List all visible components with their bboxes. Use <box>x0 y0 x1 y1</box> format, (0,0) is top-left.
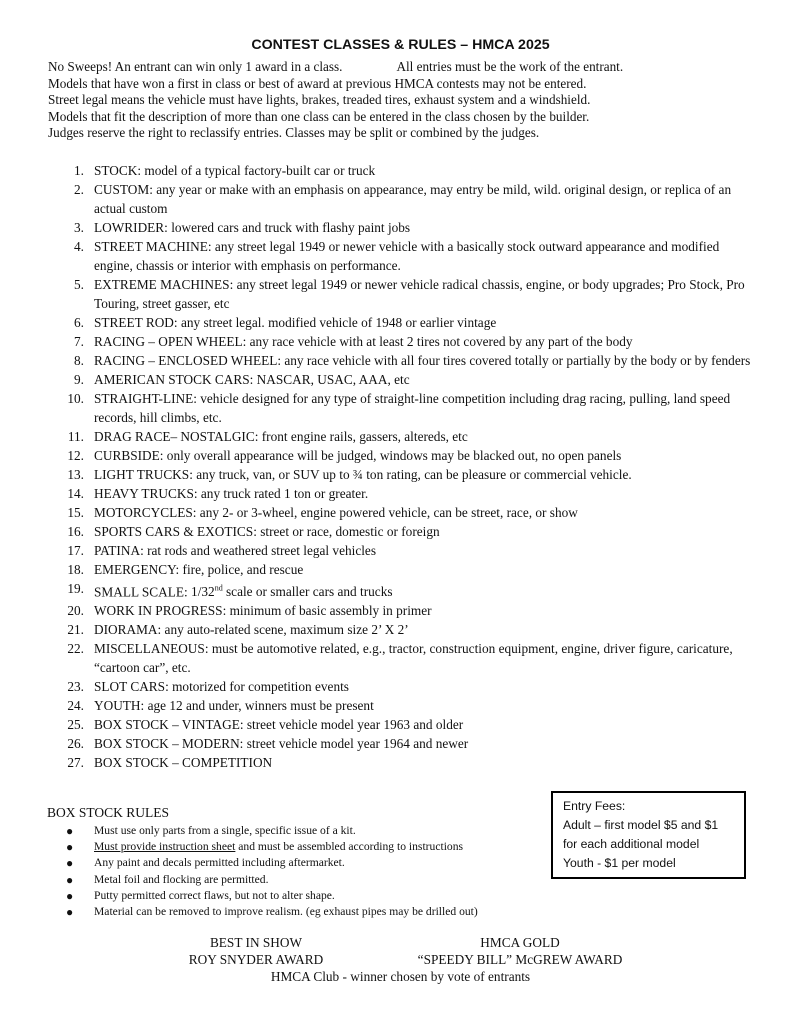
class-separator: : <box>164 220 168 235</box>
class-description: street or race, domestic or foreign <box>256 524 440 539</box>
class-name: BOX STOCK – VINTAGE <box>94 717 240 733</box>
class-name: MOTORCYCLES <box>94 505 193 520</box>
class-item <box>48 313 760 332</box>
class-separator: : <box>193 486 198 501</box>
class-description: must be automotive related, e.g., tractor, construction equipment, engine, driver figure, caricature, “cartoon car”, etc. <box>94 641 733 676</box>
class-number: 17. <box>67 543 84 558</box>
class-item <box>48 237 760 275</box>
class-description: minimum of basic assembly in primer <box>226 603 432 619</box>
bullet-icon: ● <box>66 888 74 903</box>
intro-line: Models that fit the description of more than one class can be entered in the class chosen by the builder. <box>48 108 590 124</box>
class-item <box>48 541 760 560</box>
entry-fees-line: Adult – first model $5 and $1 <box>563 818 719 832</box>
class-name: PATINA <box>94 543 141 558</box>
class-description: age 12 and under, winners must be present <box>144 698 374 714</box>
class-separator: : <box>159 448 164 463</box>
class-item <box>48 332 760 351</box>
rule-item <box>66 904 478 920</box>
class-name: CURBSIDE <box>94 448 160 463</box>
class-name: WORK IN PROGRESS <box>94 603 223 619</box>
class-description: street vehicle model year 1963 and older <box>243 717 464 733</box>
entry-fees-line: Youth - $1 per model <box>563 856 676 870</box>
intro-line <box>48 59 623 76</box>
class-separator: : <box>149 182 153 197</box>
bullet-icon: ● <box>66 905 74 920</box>
class-item <box>48 218 760 237</box>
class-item <box>48 389 760 427</box>
class-number: 5. <box>74 277 84 292</box>
class-item <box>48 484 760 503</box>
class-separator: : <box>222 603 227 619</box>
class-item <box>48 579 760 601</box>
class-number: 6. <box>74 315 84 330</box>
class-separator: : <box>242 334 247 349</box>
class-name: LIGHT TRUCKS <box>94 467 190 482</box>
class-separator: : <box>192 505 197 520</box>
class-name: HEAVY TRUCKS <box>94 486 194 501</box>
class-name: STREET MACHINE <box>94 239 208 254</box>
class-separator: : <box>277 353 282 368</box>
class-number: 22. <box>67 641 84 657</box>
hmca-gold-award <box>380 935 660 968</box>
class-separator: : <box>239 736 244 752</box>
class-description: any truck rated 1 ton or greater. <box>197 486 369 501</box>
class-description: model of a typical factory-built car or truck <box>141 163 376 178</box>
class-description: any race vehicle with at least 2 tires not covered by any part of the body <box>246 334 633 349</box>
class-number: 27. <box>67 755 84 771</box>
class-item <box>48 427 760 446</box>
class-separator: : <box>165 679 169 695</box>
class-item <box>48 677 760 696</box>
class-name: AMERICAN STOCK CARS <box>94 372 250 387</box>
class-separator: : <box>229 277 234 292</box>
class-description: lowered cars and truck with flashy paint jobs <box>167 220 411 235</box>
class-separator: : <box>207 239 212 254</box>
award-title: HMCA GOLD <box>480 935 560 950</box>
class-number: 3. <box>74 220 84 235</box>
entry-fees-heading: Entry Fees: <box>563 799 626 813</box>
class-number: 2. <box>74 182 84 197</box>
class-name: MISCELLANEOUS <box>94 641 205 657</box>
class-name: DRAG RACE– NOSTALGIC <box>94 429 255 444</box>
class-name: DIORAMA <box>94 622 158 638</box>
class-name: LOWRIDER <box>94 220 165 235</box>
awards-footer: HMCA Club - winner chosen by vote of entrants <box>270 969 531 984</box>
class-separator: : <box>140 543 144 558</box>
class-item <box>48 503 760 522</box>
intro-no-sweeps: No Sweeps! An entrant can win only 1 award in a class. <box>48 59 343 74</box>
class-name: BOX STOCK – COMPETITION <box>94 755 273 771</box>
class-description: vehicle designed for any type of straight-line competition including drag racing, pulling, land speed records, hill climbs, etc. <box>94 391 731 425</box>
class-description: any truck, van, or SUV up to ¾ ton rating, can be pleasure or commercial vehicle. <box>192 467 632 482</box>
class-number: 24. <box>67 698 84 714</box>
class-number: 23. <box>67 679 84 695</box>
rule-text: Metal foil and flocking are permitted. <box>94 872 269 886</box>
class-list <box>48 161 760 772</box>
class-description: any auto-related scene, maximum size 2’ X 2’ <box>161 622 409 638</box>
class-item <box>48 446 760 465</box>
class-number: 16. <box>67 524 84 539</box>
class-description: motorized for competition events <box>168 679 349 695</box>
class-item <box>48 465 760 484</box>
class-description: any street legal 1949 or newer vehicle with a basically stock outward appearance and modified engine, chassis or interior with emphasis on performance. <box>94 239 720 273</box>
class-item <box>48 696 760 715</box>
rule-text: and must be assembled according to instructions <box>235 840 464 854</box>
page-title: CONTEST CLASSES & RULES – HMCA 2025 <box>251 37 550 53</box>
class-number: 10. <box>67 391 84 406</box>
class-separator: : <box>254 429 259 444</box>
class-separator: : <box>239 717 244 733</box>
rule-text-underlined: Must provide instruction sheet <box>94 840 236 854</box>
entry-fees-box <box>551 791 746 879</box>
class-name: RACING – ENCLOSED WHEEL <box>94 353 278 368</box>
class-item <box>48 620 760 639</box>
class-item <box>48 753 760 772</box>
class-separator: : <box>173 315 178 330</box>
rule-text: Any paint and decals permitted including aftermarket. <box>94 856 345 870</box>
class-description: any street legal. modified vehicle of 1948 or earlier vintage <box>177 315 497 330</box>
class-item <box>48 351 760 370</box>
class-number: 26. <box>67 736 84 752</box>
class-item <box>48 275 760 313</box>
rule-text: Material can be removed to improve realism. (eg exhaust pipes may be drilled out) <box>94 905 478 919</box>
class-number: 9. <box>74 372 84 387</box>
class-number: 15. <box>67 505 84 520</box>
class-separator: : <box>184 584 188 600</box>
class-item <box>48 734 760 753</box>
bullet-icon: ● <box>66 872 74 887</box>
rule-item <box>66 839 478 855</box>
class-description: any race vehicle with all four tires covered totally or partially by the body or by fenders <box>281 353 751 368</box>
class-name: EMERGENCY <box>94 562 176 577</box>
class-separator: : <box>175 562 180 577</box>
award-name: “SPEEDY BILL” McGREW AWARD <box>417 951 623 967</box>
award-title: BEST IN SHOW <box>209 935 303 950</box>
entry-fees-line: for each additional model <box>563 837 700 851</box>
class-item <box>48 715 760 734</box>
class-item <box>48 522 760 541</box>
class-separator: : <box>193 391 197 406</box>
bullet-icon: ● <box>66 840 74 855</box>
intro-line: Judges reserve the right to reclassify entries. Classes may be split or combined by the judges. <box>48 125 540 140</box>
class-separator: : <box>157 622 162 638</box>
rule-item <box>66 872 478 888</box>
class-number: 4. <box>74 239 84 254</box>
class-name: SLOT CARS <box>94 679 166 695</box>
class-description: 1/32nd scale or smaller cars and trucks <box>187 584 393 600</box>
box-stock-heading: BOX STOCK RULES <box>47 805 170 820</box>
class-description: any year or make with an emphasis on appearance, may entry be mild, wild. original design, or replica of an actual custom <box>94 182 732 216</box>
class-number: 14. <box>67 486 84 501</box>
intro-line: Street legal means the vehicle must have lights, brakes, treaded tires, exhaust system and a windshield. <box>48 92 591 107</box>
class-description: only overall appearance will be judged, windows may be blacked out, no open panels <box>163 448 622 463</box>
class-description: NASCAR, USAC, AAA, etc <box>253 372 410 387</box>
class-name: CUSTOM <box>94 182 150 197</box>
class-item <box>48 560 760 579</box>
rule-item <box>66 855 478 871</box>
class-separator: : <box>140 698 145 714</box>
class-description: fire, police, and rescue <box>179 562 304 577</box>
class-number: 1. <box>74 163 84 178</box>
class-description: any 2- or 3-wheel, engine powered vehicle, can be street, race, or show <box>196 505 578 520</box>
bullet-icon: ● <box>66 856 74 871</box>
class-number: 25. <box>67 717 84 733</box>
class-name: STREET ROD <box>94 315 174 330</box>
class-number: 11. <box>67 429 84 444</box>
class-separator: : <box>204 641 209 657</box>
award-name: ROY SNYDER AWARD <box>188 951 324 967</box>
class-name: BOX STOCK – MODERN <box>94 736 240 752</box>
class-item <box>48 601 760 620</box>
class-description: street vehicle model year 1964 and newer <box>243 736 469 752</box>
rule-text: Putty permitted correct flaws, but not to alter shape. <box>94 888 335 902</box>
class-number: 20. <box>67 603 84 619</box>
class-item <box>48 370 760 389</box>
class-description: any street legal 1949 or newer vehicle radical chassis, engine, or body upgrades; Pro Stock, Pro Touring, street gasser, etc <box>94 277 745 311</box>
bullet-icon: ● <box>66 824 74 838</box>
class-number: 18. <box>67 562 84 577</box>
class-name: SMALL SCALE <box>94 584 185 600</box>
class-separator: : <box>253 524 257 539</box>
class-separator: : <box>189 467 193 482</box>
intro-line: Models that have won a first in class or best of award at previous HMCA contests may not be entered. <box>48 75 587 91</box>
class-name: STOCK <box>94 163 138 178</box>
rule-item <box>66 888 478 904</box>
class-description: front engine rails, gassers, altereds, etc <box>258 429 468 444</box>
class-separator: : <box>137 163 142 178</box>
class-name: EXTREME MACHINES <box>94 277 230 292</box>
class-name: RACING – OPEN WHEEL <box>94 334 243 349</box>
class-number: 7. <box>74 334 84 349</box>
class-description: rat rods and weathered street legal vehicles <box>143 543 376 558</box>
rule-text: Must use only parts from a single, specific issue of a kit. <box>94 824 356 837</box>
class-number: 12. <box>67 448 84 463</box>
class-number: 19. <box>67 581 84 596</box>
class-item <box>48 161 760 180</box>
box-stock-rules-list <box>66 823 478 920</box>
class-name: YOUTH <box>94 698 141 714</box>
class-item <box>48 180 760 218</box>
best-in-show-award <box>140 935 372 968</box>
class-number: 13. <box>67 467 84 482</box>
class-number: 8. <box>74 353 84 368</box>
class-name: STRAIGHT-LINE <box>94 391 194 406</box>
class-item <box>48 639 760 677</box>
intro-entrant-work: All entries must be the work of the entrant. <box>396 59 624 74</box>
class-separator: : <box>249 372 254 387</box>
rule-item <box>66 823 478 839</box>
class-number: 21. <box>67 622 84 638</box>
class-name: SPORTS CARS & EXOTICS <box>94 524 254 539</box>
intro-paragraph <box>48 59 623 142</box>
